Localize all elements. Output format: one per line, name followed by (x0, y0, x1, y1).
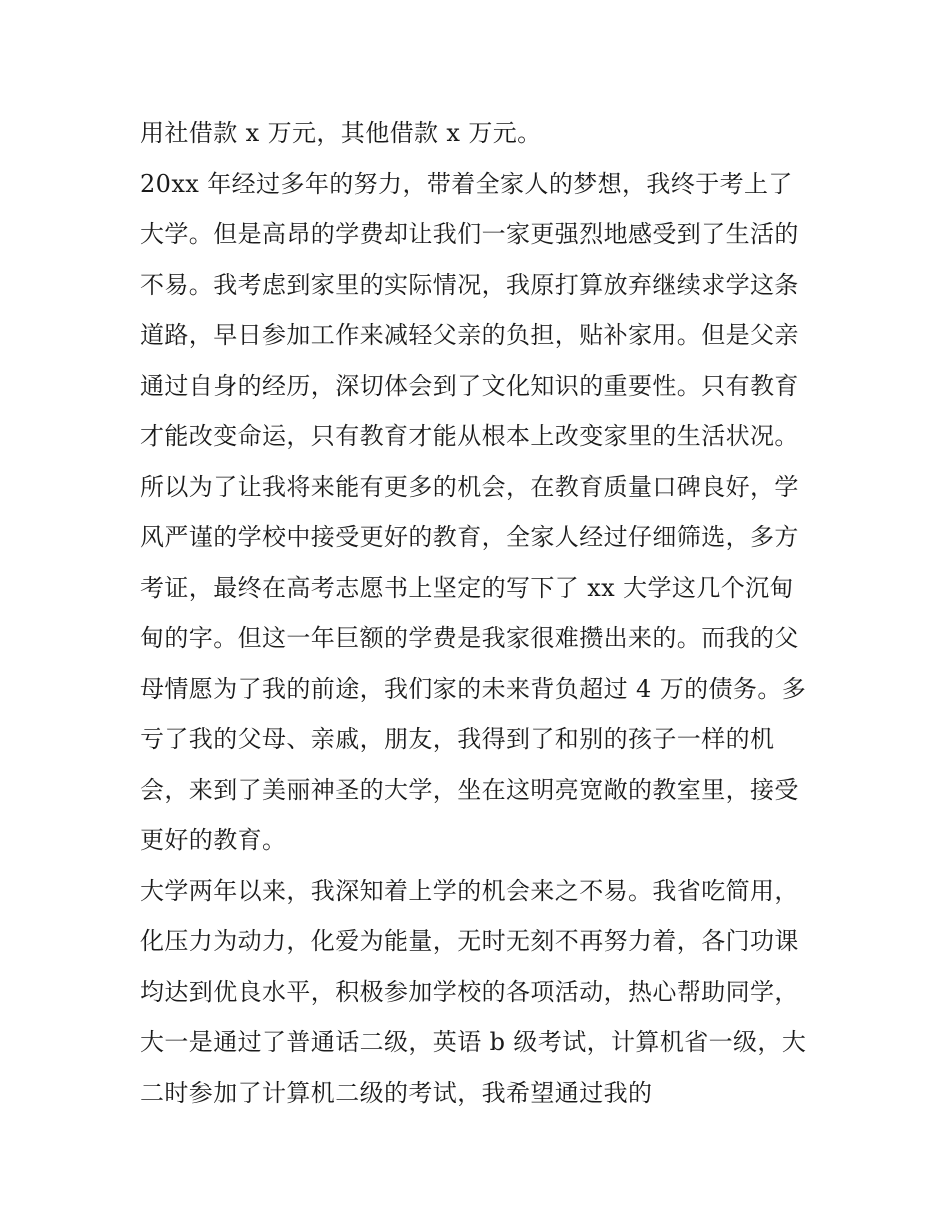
text-line: 甸的字。但这一年巨额的学费是我家很难攒出来的。而我的父 (140, 624, 799, 652)
text-line: 会，来到了美丽神圣的大学，坐在这明亮宽敞的教室里，接受 (140, 775, 799, 804)
text-line: 二时参加了计算机二级的考试，我希望通过我的 (140, 1078, 653, 1107)
text-line: 更好的教育。 (140, 826, 287, 854)
text-line: 大学。但是高昂的学费却让我们一家更强烈地感受到了生活的 (140, 220, 799, 248)
text-line: 不易。我考虑到家里的实际情况，我原打算放弃继续求学这条 (140, 270, 799, 299)
text-line: 考证，最终在高考志愿书上坚定的写下了 xx 大学这几个沉甸 (140, 573, 794, 602)
text-line: 化压力为动力，化爱为能量，无时无刻不再努力着，各门功课 (140, 927, 799, 955)
text-line: 20xx 年经过多年的努力，带着全家人的梦想，我终于考上了 (140, 169, 793, 198)
text-line: 风严谨的学校中接受更好的教育，全家人经过仔细筛选，多方 (140, 523, 799, 551)
document-body (140, 108, 820, 1118)
text-line: 亏了我的父母、亲戚，朋友，我得到了和别的孩子一样的机 (140, 725, 775, 753)
text-line: 才能改变命运，只有教育才能从根本上改变家里的生活状况。 (140, 422, 799, 450)
text-line: 均达到优良水平，积极参加学校的各项活动，热心帮助同学， (140, 977, 799, 1006)
text-line: 用社借款 x 万元，其他借款 x 万元。 (140, 119, 542, 147)
text-line: 通过自身的经历，深切体会到了文化知识的重要性。只有教育 (140, 371, 799, 400)
text-line: 道路，早日参加工作来减轻父亲的负担，贴补家用。但是父亲 (140, 321, 799, 349)
text-line: 大一是通过了普通话二级，英语 b 级考试，计算机省一级，大 (140, 1028, 807, 1056)
text-line: 大学两年以来，我深知着上学的机会来之不易。我省吃简用， (140, 876, 799, 905)
text-line: 所以为了让我将来能有更多的机会，在教育质量口碑良好，学 (140, 472, 799, 501)
text-line: 母情愿为了我的前途，我们家的未来背负超过 4 万的债务。多 (140, 674, 807, 703)
